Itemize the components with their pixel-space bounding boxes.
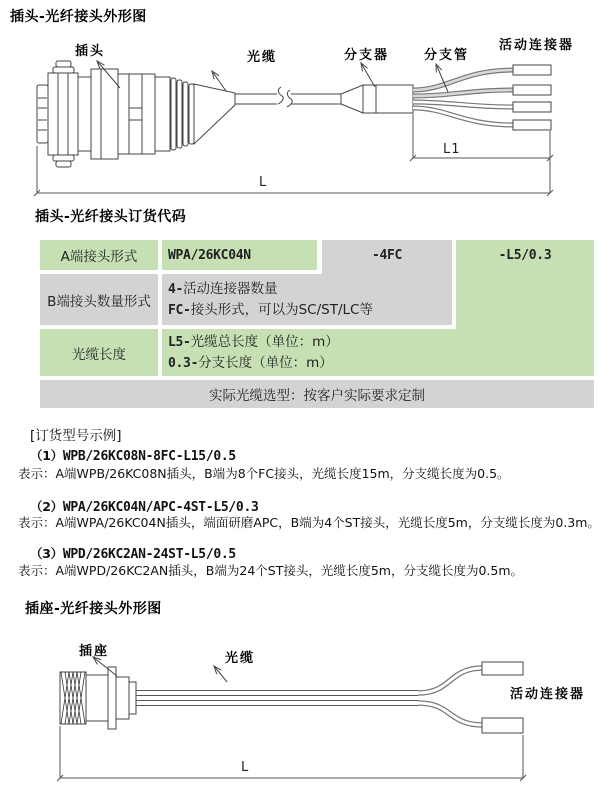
desc-code: 0.3- [168,355,199,371]
cable-break-icon [278,87,283,104]
fiber-cable [136,691,418,706]
plug-label: 插头 [75,44,106,59]
cable-callout-arrow [214,666,227,682]
cell-cable-length-desc [168,329,488,376]
branch-connector [513,85,551,95]
branch-connector [482,718,523,733]
plug-outline-diagram [0,30,616,200]
dim-l-label: L [259,175,268,190]
branch-connector [513,65,551,75]
example-2-desc: 表示：A端WPA/26KC04N插头，端面研磨APC，B端为4个ST接头，光缆长度5m，分支缆长度为0.3m。 [18,515,600,530]
branch-tubes [418,668,483,725]
socket-outline-diagram [0,620,616,791]
branch-connectors [513,65,551,130]
dim-l-label: L [241,760,250,775]
branch-tube-label: 分支管 [424,48,470,63]
example-1-code [30,446,236,464]
desc-text: 活动连接器数量 [183,280,278,297]
desc-text: 光缆总长度（单位：m） [190,333,339,350]
desc-text: 接头形式，可以为SC/ST/LC等 [190,301,373,318]
example-code-text: WPB/26KC08N-8FC-L15/0.5 [62,449,236,464]
example-number: （2） [30,499,63,514]
example-code-text: WPA/26KC04N/APC-4ST-L5/0.3 [62,500,259,515]
cell-b-end-label: B端接头数量形式 [40,274,158,325]
desc-text: 分支长度（单位：m） [198,354,333,371]
example-number: （1） [30,448,63,463]
cell-code-branch: -4FC [371,247,403,263]
branch-connector [513,102,551,112]
cell-custom-note: 实际光缆选型：按客户实际要求定制 [40,380,594,408]
cell-code-plug: WPA/26KC04N [162,240,317,270]
socket-outline-title: 插座-光纤接头外形图 [25,601,162,617]
example-3-desc: 表示：A端WPD/26KC2AN插头，B端为24个ST接头，光缆长度5m，分支缆长度为0.5m。 [18,563,524,578]
socket-drawing [60,667,136,729]
plug-outline-title: 插头-光纤接头外形图 [10,9,147,25]
cell-cable-length-label: 光缆长度 [40,329,158,376]
splitter-callout-arrow [361,63,375,87]
branch-connector [482,662,523,675]
example-1-desc: 表示：A端WPB/26KC08N插头，B端为8个FC接头，光缆长度15m，分支缆长度为0.5。 [18,466,510,481]
examples-title: [订货型号示例] [30,428,122,444]
example-code-text: WPD/26KC2AN-24ST-L5/0.5 [62,547,236,562]
plug-drawing [37,61,235,167]
desc-code: 4- [168,281,184,297]
plug-ordering-title: 插头-光纤接头订货代码 [35,209,187,225]
movable-connector-label: 活动连接器 [510,687,586,702]
cell-a-end-form-label: A端接头形式 [40,240,158,270]
branch-connector [513,120,551,130]
dim-l1-label: L1 [443,142,461,157]
desc-code: FC- [168,302,191,318]
splitter-label: 分支器 [344,48,390,63]
dimension-lines [57,726,526,781]
socket-label: 插座 [79,644,110,659]
fiber-cable [235,87,341,107]
cell-b-end-desc [168,274,450,325]
example-number: （3） [30,546,63,561]
cable-label: 光缆 [225,651,256,666]
splitter-drawing [341,85,413,113]
cell-code-length: -L5/0.3 [498,247,552,263]
example-3-code [30,544,236,562]
desc-code: L5- [168,334,191,350]
cable-label: 光缆 [247,50,278,65]
branch-tubes [413,70,514,125]
movable-connector-label: 活动连接器 [499,38,575,53]
